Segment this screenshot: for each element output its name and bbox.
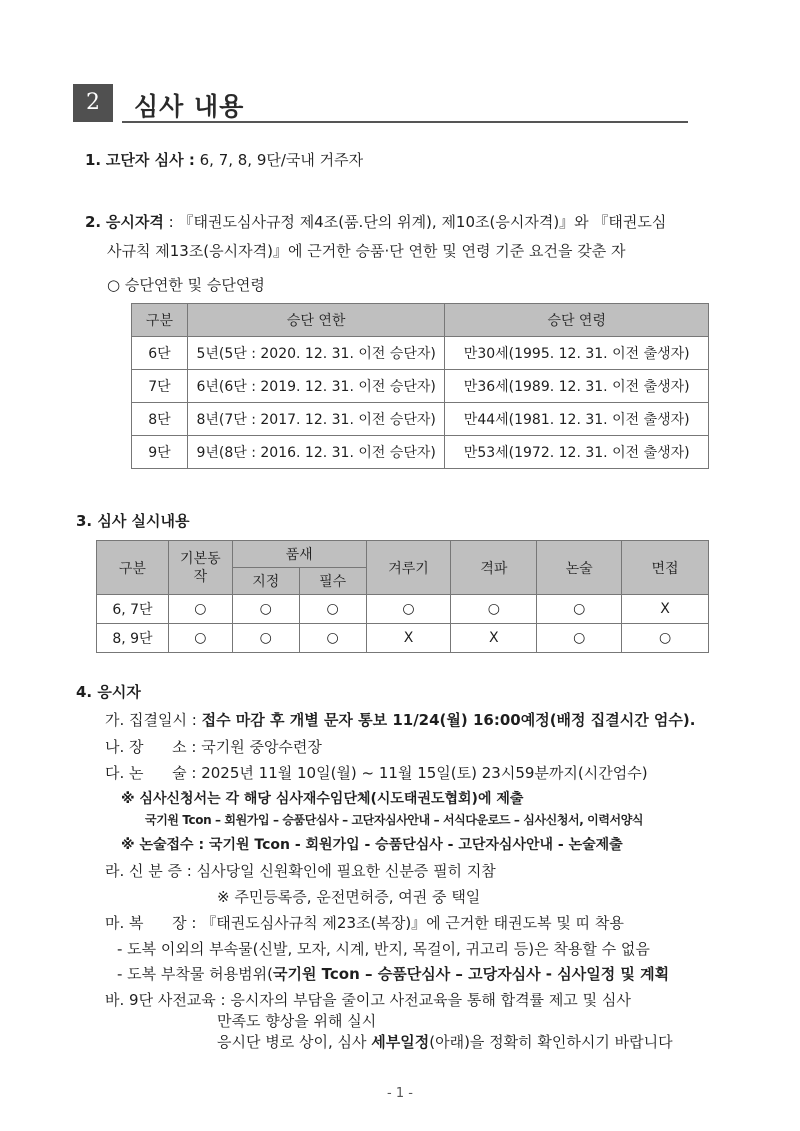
header-poomsae: 품새: [232, 541, 366, 568]
table-cell: ○: [299, 595, 366, 624]
table-header-row: [97, 541, 709, 568]
table-cell: 만44세(1981. 12. 31. 이전 출생자): [445, 403, 709, 436]
item-1-num: 1.: [85, 151, 102, 169]
table-cell: ○: [537, 624, 622, 653]
table-cell: ○: [232, 624, 299, 653]
ba-text-3: [217, 1031, 673, 1052]
promotion-requirements-table: [131, 303, 709, 469]
table-cell: 만53세(1972. 12. 31. 이전 출생자): [445, 436, 709, 469]
table-cell: ○: [622, 624, 709, 653]
ma-bullet-2: [117, 963, 669, 984]
table-cell: ○: [451, 595, 537, 624]
table-cell: 6단: [132, 337, 188, 370]
header-gubun: 구분: [97, 541, 169, 595]
ra-note: ※ 주민등록증, 운전면허증, 여권 중 택일: [217, 888, 481, 906]
table-cell: ○: [232, 595, 299, 624]
item-4-ra: [105, 860, 496, 881]
item-1-label: 고단자 심사 :: [105, 151, 195, 169]
table-row: [132, 403, 709, 436]
na-label: 나. 장 소 :: [105, 738, 197, 756]
note-application-path: 국기원 Tcon – 회원가입 – 승품단심사 – 고단자심사안내 – 서식다운로드 – 심사신청서, 이력서양식: [145, 813, 644, 827]
item-4-title: 4. 응시자: [76, 683, 141, 701]
table-cell: ○: [299, 624, 366, 653]
item-4-na: [105, 736, 322, 757]
item-2-num: 2.: [85, 213, 102, 231]
ga-text: 접수 마감 후 개별 문자 통보 11/24(월) 16:00예정(배정 집결시간 엄수).: [201, 711, 696, 729]
table-cell: 9년(8단 : 2016. 12. 31. 이전 승단자): [187, 436, 445, 469]
note-essay-submission: [121, 834, 623, 854]
item-4-da: [105, 762, 648, 783]
header-basic-movements: 기본동작: [168, 541, 232, 595]
header-required: 필수: [299, 568, 366, 595]
table-cell: 8단: [132, 403, 188, 436]
da-text: 2025년 11월 10일(월) ~ 11월 15일(토) 23시59분까지(시간엄수): [201, 764, 648, 782]
table-header-row: [132, 304, 709, 337]
table-cell: 6, 7단: [97, 595, 169, 624]
table-cell: X: [451, 624, 537, 653]
item-2-text-line1: : 『태권도심사규정 제4조(품.단의 위계), 제10조(응시자격)』와 『태권도심: [168, 213, 667, 231]
item-4-ga: [105, 709, 695, 730]
item-2-label: 응시자격: [105, 213, 164, 231]
table-cell: ○: [168, 624, 232, 653]
item-1-text: 6, 7, 8, 9단/국내 거주자: [199, 151, 364, 169]
ba-label: 바. 9단 사전교육 :: [105, 991, 226, 1009]
header-designated: 지정: [232, 568, 299, 595]
ga-label: 가. 집결일시 :: [105, 711, 197, 729]
ba-text-2: 만족도 향상을 위해 실시: [217, 1012, 377, 1030]
ba-text-3-post: (아래)을 정확히 확인하시기 바랍니다: [429, 1033, 673, 1051]
table-row: [97, 595, 709, 624]
header-gubun: 구분: [132, 304, 188, 337]
item-4-ba: [105, 989, 631, 1010]
ma-bullet-2-path: 국기원 Tcon – 승품단심사 – 고당자심사 - 심사일정 및 계획: [272, 965, 670, 983]
table-cell: 만30세(1995. 12. 31. 이전 출생자): [445, 337, 709, 370]
header-sparring: 겨루기: [366, 541, 451, 595]
item-4-ma: [105, 912, 624, 933]
table-cell: 8, 9단: [97, 624, 169, 653]
table-cell: 만36세(1989. 12. 31. 이전 출생자): [445, 370, 709, 403]
item-2-subheading: ○ 승단연한 및 승단연령: [107, 276, 265, 294]
header-promotion-age: 승단 연령: [445, 304, 709, 337]
table-cell: 8년(7단 : 2017. 12. 31. 이전 승단자): [187, 403, 445, 436]
header-promotion-period: 승단 연한: [187, 304, 445, 337]
ra-label: 라. 신 분 증 :: [105, 862, 192, 880]
table-cell: ○: [168, 595, 232, 624]
note-application-form: ※ 심사신청서는 각 해당 심사재수임단체(시도태권도협회)에 제출: [121, 791, 524, 807]
note-essay-path: 국기원 Tcon - 회원가입 - 승품단심사 - 고단자심사안내 - 논술제출: [208, 837, 623, 853]
table-cell: 6년(6단 : 2019. 12. 31. 이전 승단자): [187, 370, 445, 403]
da-label: 다. 논 술 :: [105, 764, 197, 782]
table-cell: ○: [537, 595, 622, 624]
table-cell: X: [366, 624, 451, 653]
ba-text-3-bold: 세부일정: [371, 1033, 430, 1051]
item-2-line1: [85, 211, 666, 232]
ma-label: 마. 복 장 :: [105, 914, 197, 932]
item-2-line2: 사규칙 제13조(응시자격)』에 근거한 승품·단 연한 및 연령 기준 요건을 갖춘 자: [107, 242, 626, 260]
ba-text-3-pre: 응시단 병로 상이, 심사: [217, 1033, 372, 1051]
section-title-underline: [122, 121, 688, 123]
header-essay: 논술: [537, 541, 622, 595]
table-row: [132, 370, 709, 403]
table-cell: 9단: [132, 436, 188, 469]
table-row: [97, 624, 709, 653]
item-1: [85, 149, 363, 170]
table-cell: 7단: [132, 370, 188, 403]
ba-text-1: 응시자의 부담을 줄이고 사전교육을 통해 합격률 제고 및 심사: [230, 991, 631, 1009]
ma-text: 『태권도심사규칙 제23조(복장)』에 근거한 태권도복 및 띠 착용: [201, 914, 624, 932]
table-cell: 5년(5단 : 2020. 12. 31. 이전 승단자): [187, 337, 445, 370]
section-number-badge: 2: [73, 84, 113, 122]
table-cell: X: [622, 595, 709, 624]
note-essay-label: ※ 논술접수 :: [121, 837, 205, 853]
table-row: [132, 337, 709, 370]
na-text: 국기원 중앙수련장: [201, 738, 322, 756]
table-cell: ○: [366, 595, 451, 624]
header-interview: 면접: [622, 541, 709, 595]
header-breaking: 격파: [451, 541, 537, 595]
ma-bullet-1: - 도복 이외의 부속물(신발, 모자, 시계, 반지, 목걸이, 귀고리 등)은 착용할 수 없음: [117, 940, 650, 958]
item-3-title: 3. 심사 실시내용: [76, 512, 190, 530]
table-row: [132, 436, 709, 469]
ra-text: 심사당일 신원확인에 필요한 신분증 필히 지참: [196, 862, 496, 880]
section-title: 심사 내용: [134, 92, 245, 121]
exam-content-table: [96, 540, 709, 653]
page-number: - 1 -: [387, 1086, 413, 1101]
ma-bullet-2-text: - 도복 부착물 허용범위(: [117, 965, 273, 983]
